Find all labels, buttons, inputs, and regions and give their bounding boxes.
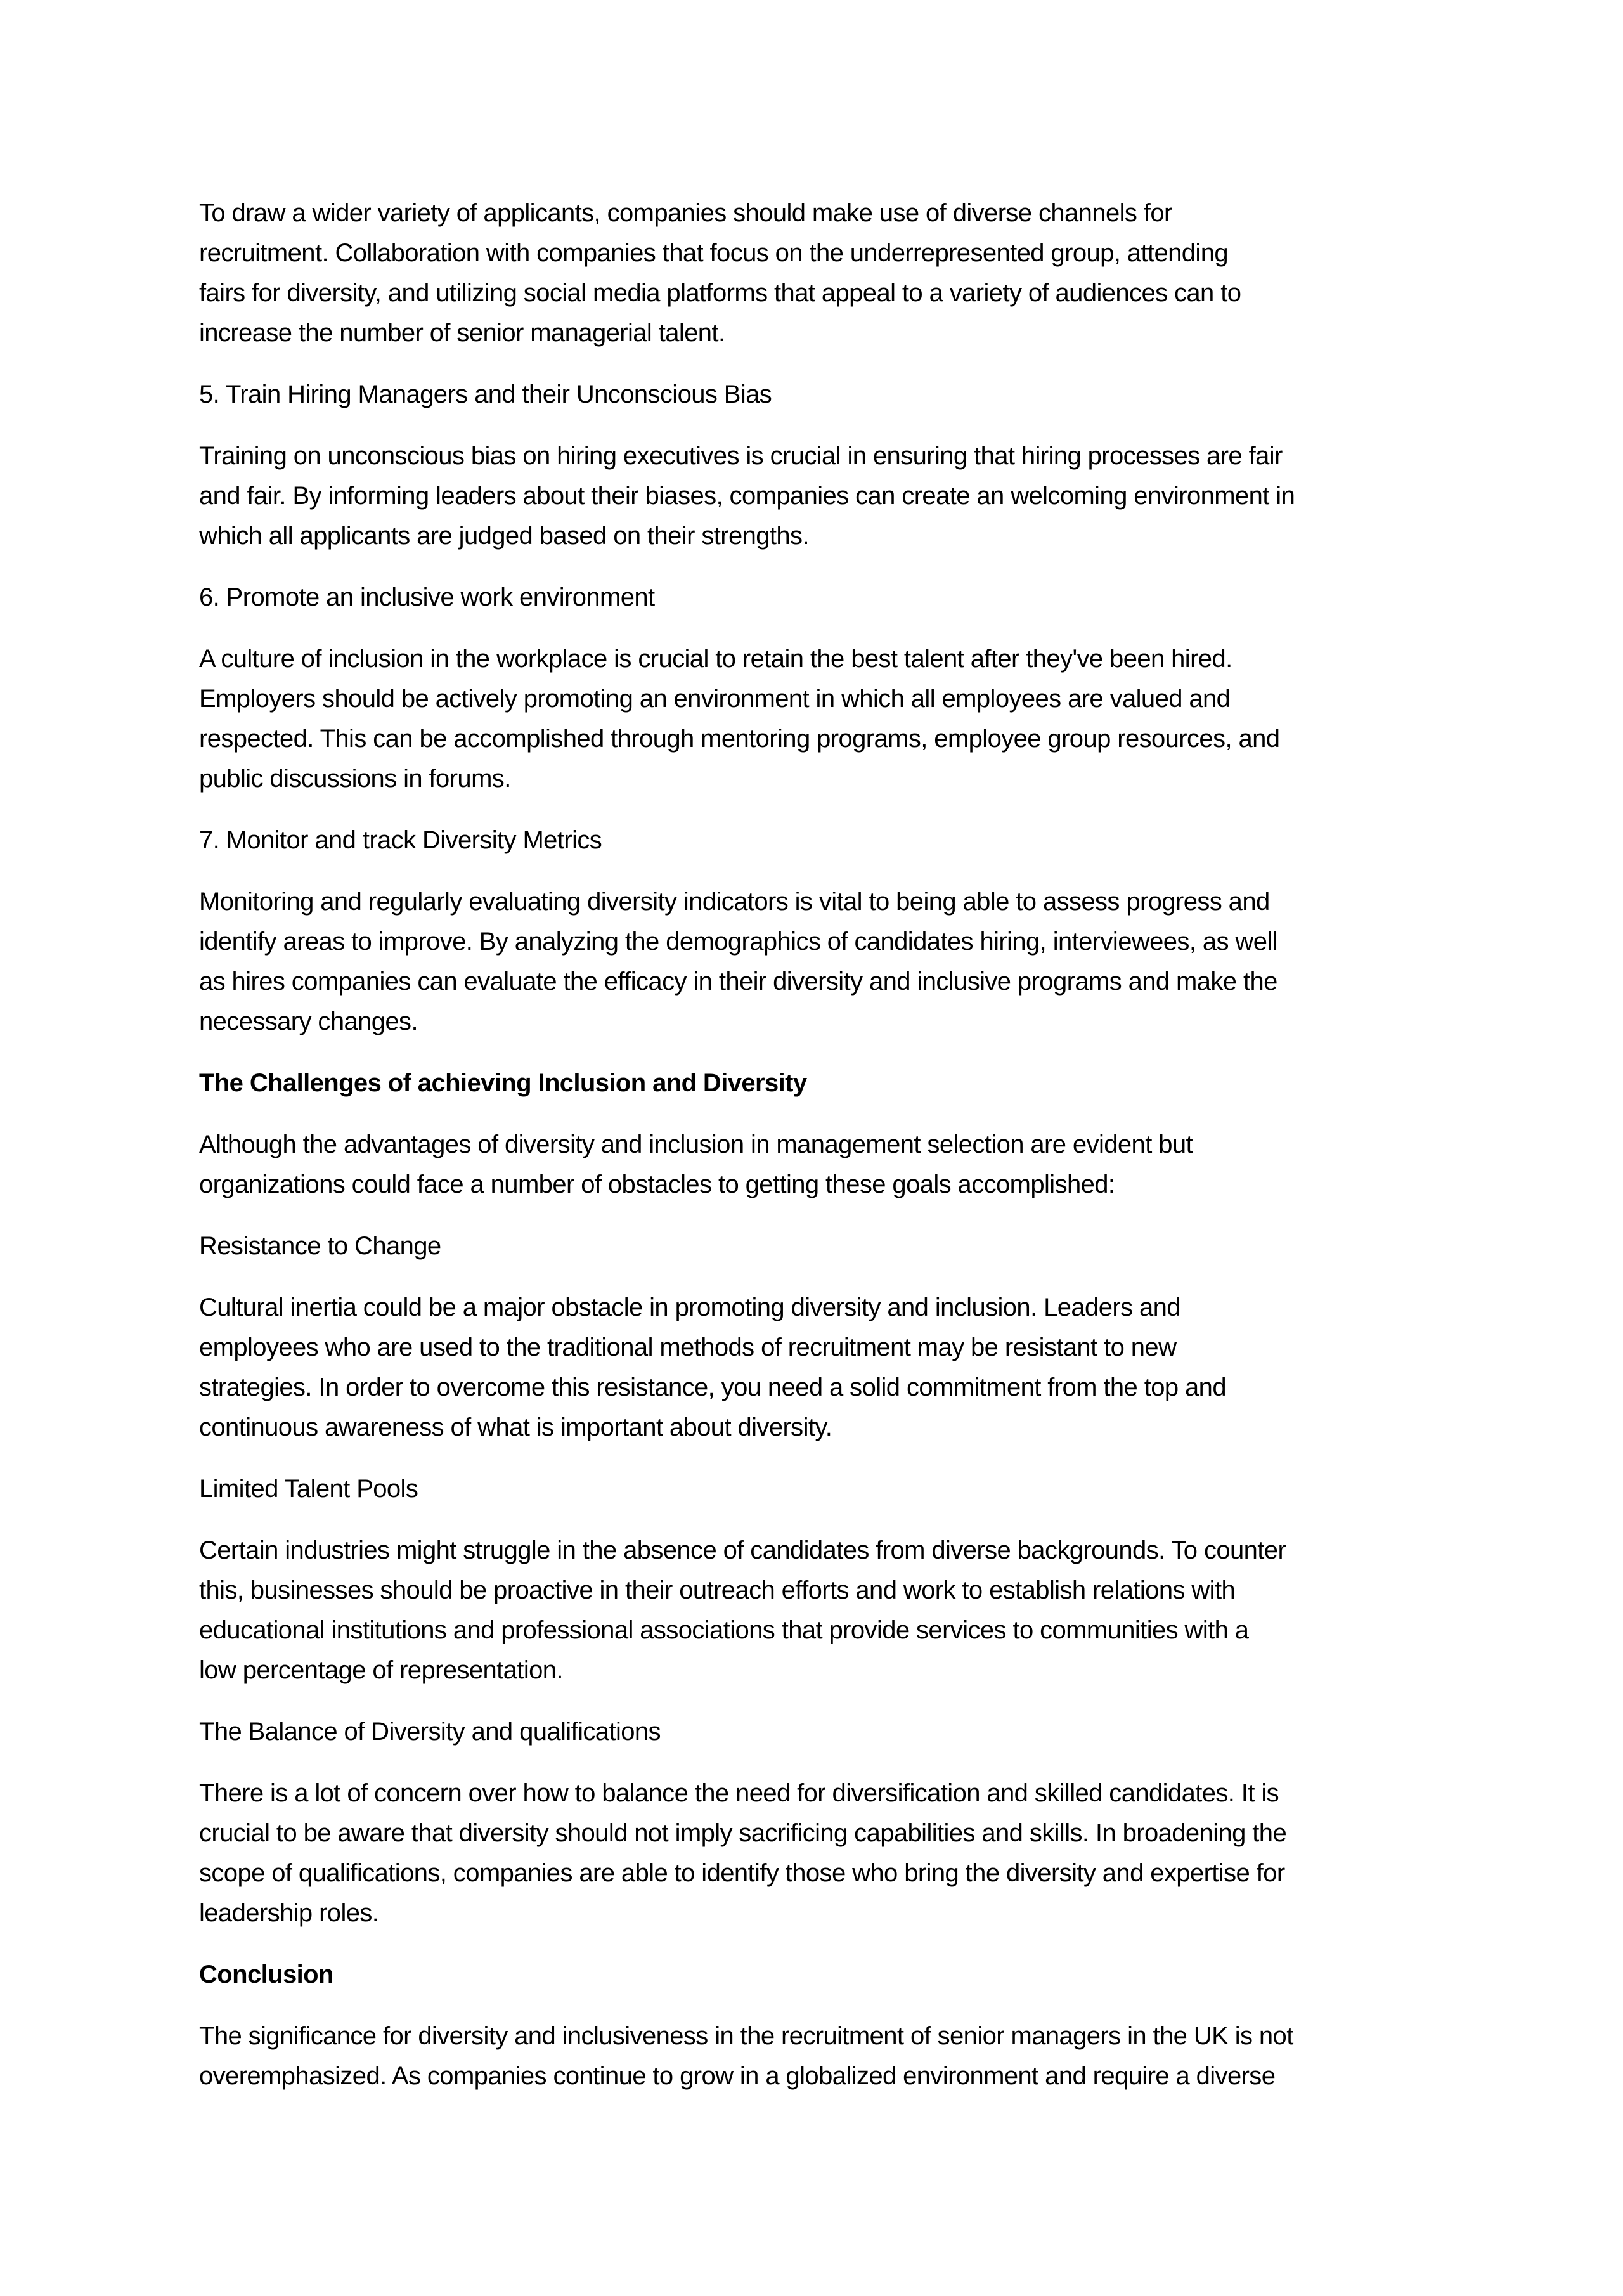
text-line: Cultural inertia could be a major obstacle in promoting diversity and inclusion. Leaders and xyxy=(199,1294,1180,1321)
subsection-heading xyxy=(199,578,1442,618)
subsection-heading xyxy=(199,375,1442,415)
text-line: necessary changes. xyxy=(199,1008,418,1035)
text-line: fairs for diversity, and utilizing social media platforms that appeal to a variety of audiences can to xyxy=(199,279,1241,307)
text-line: and fair. By informing leaders about their biases, companies can create an welcoming environment in xyxy=(199,482,1295,510)
text-line: strategies. In order to overcome this resistance, you need a solid commitment from the top and xyxy=(199,1373,1226,1401)
body-paragraph xyxy=(199,2016,1442,2096)
subsection-heading xyxy=(199,1469,1442,1509)
section-heading xyxy=(199,1955,1442,1995)
body-paragraph xyxy=(199,1774,1442,1933)
subsection-heading xyxy=(199,1226,1442,1266)
text-line: which all applicants are judged based on their strengths. xyxy=(199,522,809,550)
text-line: Training on unconscious bias on hiring executives is crucial in ensuring that hiring processes are fair xyxy=(199,442,1283,470)
text-line: Conclusion xyxy=(199,1961,333,1988)
subsection-heading xyxy=(199,820,1442,860)
text-line: leadership roles. xyxy=(199,1899,379,1927)
document-page xyxy=(199,193,1442,2118)
text-line: 5. Train Hiring Managers and their Unconscious Bias xyxy=(199,380,772,408)
text-line: organizations could face a number of obstacles to getting these goals accomplished: xyxy=(199,1171,1115,1198)
body-paragraph xyxy=(199,882,1442,1042)
text-line: Employers should be actively promoting an environment in which all employees are valued and xyxy=(199,685,1231,713)
text-line: The Challenges of achieving Inclusion and Diversity xyxy=(199,1069,807,1097)
text-line: Resistance to Change xyxy=(199,1232,441,1260)
text-line: overemphasized. As companies continue to grow in a globalized environment and require a diverse xyxy=(199,2062,1276,2090)
text-line: this, businesses should be proactive in their outreach efforts and work to establish relations with xyxy=(199,1576,1236,1604)
text-line: continuous awareness of what is important about diversity. xyxy=(199,1413,832,1441)
body-paragraph xyxy=(199,1288,1442,1448)
body-paragraph xyxy=(199,193,1442,353)
text-line: public discussions in forums. xyxy=(199,765,511,793)
text-line: as hires companies can evaluate the efficacy in their diversity and inclusive programs and make the xyxy=(199,968,1277,996)
text-line: The significance for diversity and inclusiveness in the recruitment of senior managers in the UK is not xyxy=(199,2022,1293,2050)
text-line: Certain industries might struggle in the absence of candidates from diverse backgrounds. To counter xyxy=(199,1536,1286,1564)
text-line: increase the number of senior managerial talent. xyxy=(199,319,725,347)
text-line: There is a lot of concern over how to balance the need for diversification and skilled candidates. It is xyxy=(199,1779,1279,1807)
text-line: educational institutions and professional associations that provide services to communities with a xyxy=(199,1616,1249,1644)
body-paragraph xyxy=(199,1125,1442,1205)
text-line: recruitment. Collaboration with companies that focus on the underrepresented group, attending xyxy=(199,239,1228,267)
body-paragraph xyxy=(199,639,1442,799)
text-line: The Balance of Diversity and qualifications xyxy=(199,1718,661,1746)
text-line: 6. Promote an inclusive work environment xyxy=(199,583,655,611)
section-heading xyxy=(199,1063,1442,1103)
text-line: 7. Monitor and track Diversity Metrics xyxy=(199,826,602,854)
text-line: A culture of inclusion in the workplace is crucial to retain the best talent after they've been hired. xyxy=(199,645,1232,673)
body-paragraph xyxy=(199,436,1442,556)
text-line: employees who are used to the traditional methods of recruitment may be resistant to new xyxy=(199,1333,1177,1361)
body-paragraph xyxy=(199,1531,1442,1690)
subsection-heading xyxy=(199,1712,1442,1752)
text-line: low percentage of representation. xyxy=(199,1656,563,1684)
text-line: identify areas to improve. By analyzing the demographics of candidates hiring, interviewees, as well xyxy=(199,928,1277,956)
text-line: scope of qualifications, companies are able to identify those who bring the diversity and expertise for xyxy=(199,1859,1285,1887)
text-line: respected. This can be accomplished through mentoring programs, employee group resources, and xyxy=(199,725,1280,753)
text-line: crucial to be aware that diversity should not imply sacrificing capabilities and skills. In broadening the xyxy=(199,1819,1287,1847)
text-line: Limited Talent Pools xyxy=(199,1475,418,1503)
text-line: Monitoring and regularly evaluating diversity indicators is vital to being able to assess progress and xyxy=(199,888,1270,916)
text-line: To draw a wider variety of applicants, companies should make use of diverse channels for xyxy=(199,199,1172,227)
text-line: Although the advantages of diversity and inclusion in management selection are evident but xyxy=(199,1131,1193,1158)
